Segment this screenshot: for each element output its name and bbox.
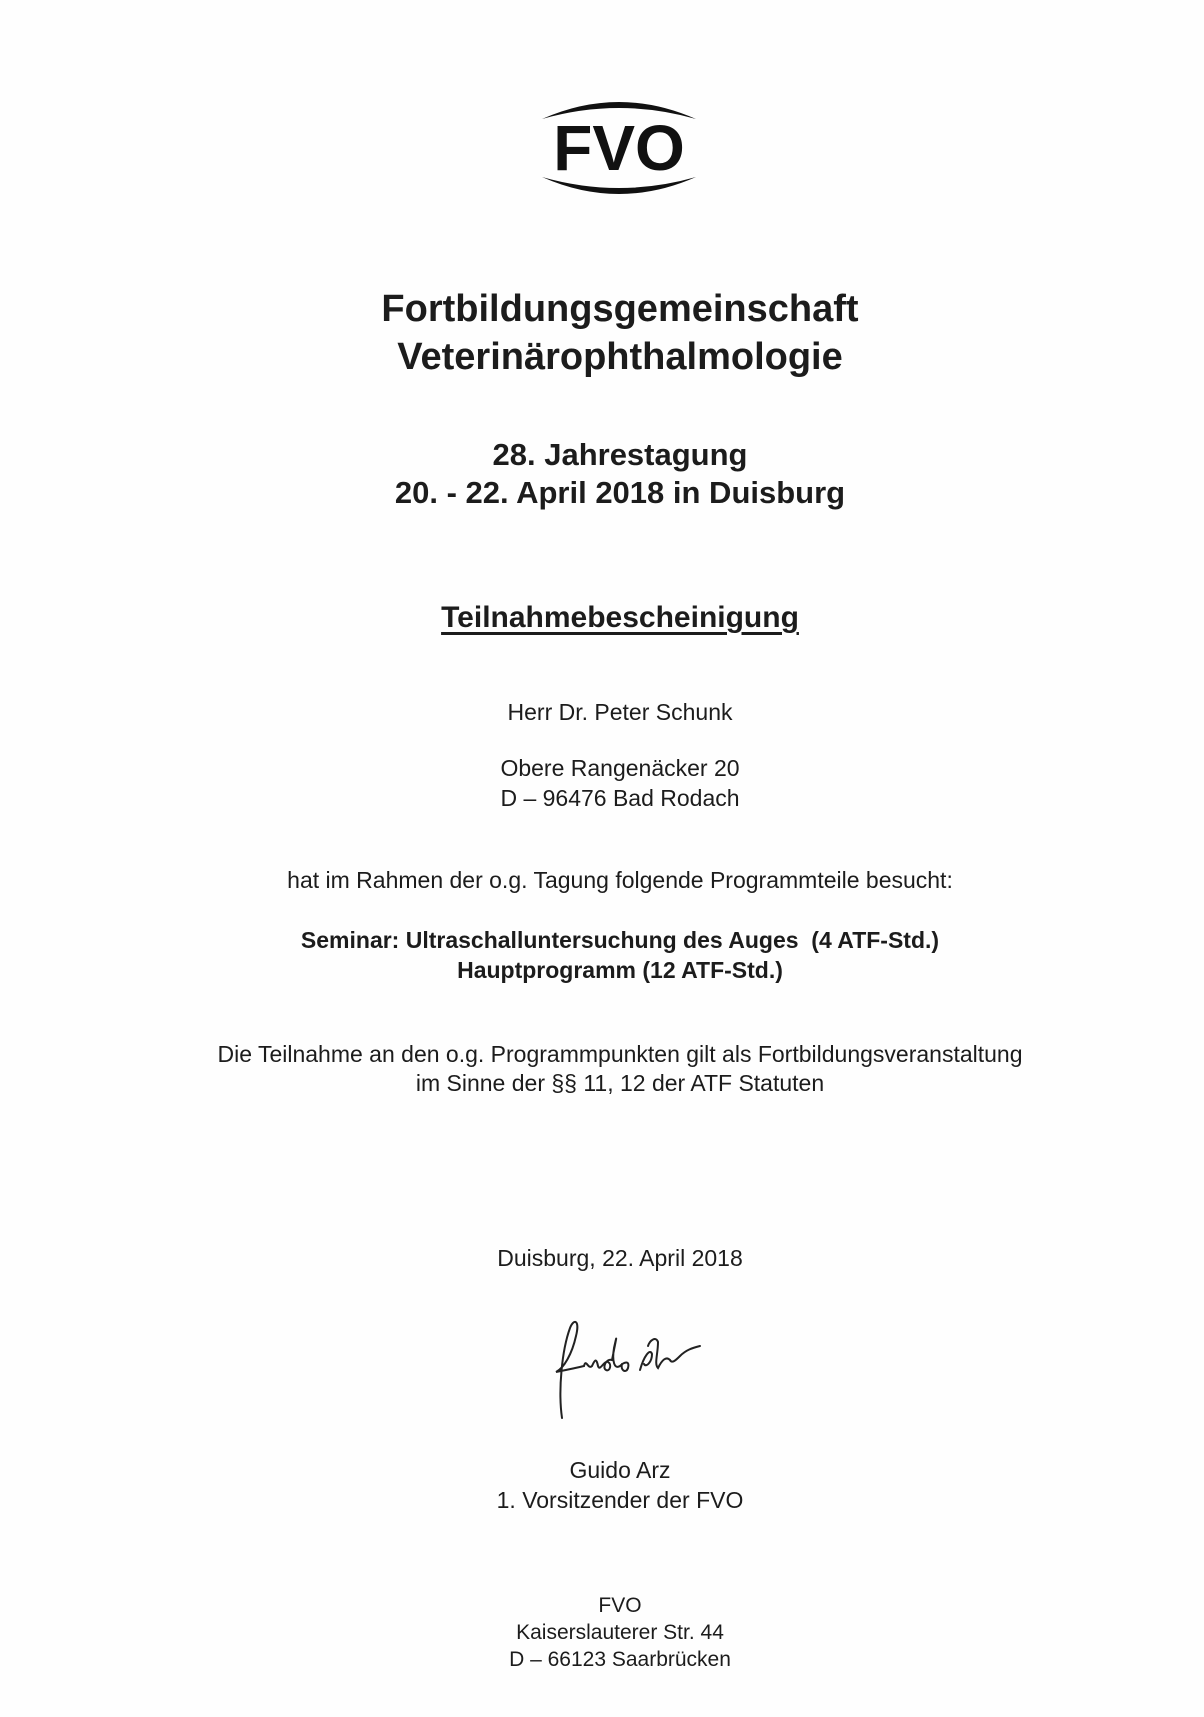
note-line-2: im Sinne der §§ 11, 12 der ATF Statuten bbox=[415, 1070, 825, 1096]
signature-graphic bbox=[540, 1310, 720, 1425]
organization-line-2: Veterinärophthalmologie bbox=[397, 336, 843, 378]
program-item: Seminar: Ultraschalluntersuchung des Auges (4 ATF-Std.) bbox=[300, 927, 940, 953]
fvo-logo-text: FVO bbox=[553, 112, 685, 184]
event-line-2: 20. - 22. April 2018 in Duisburg bbox=[394, 475, 846, 510]
program-item: Hauptprogramm (12 ATF-Std.) bbox=[457, 957, 783, 983]
program-list bbox=[0, 925, 1204, 985]
recipient-name: Herr Dr. Peter Schunk bbox=[507, 699, 733, 725]
fvo-logo-graphic bbox=[528, 93, 710, 203]
footer-address bbox=[0, 1592, 1204, 1673]
footer-street: Kaiserslauterer Str. 44 bbox=[516, 1621, 724, 1644]
signer-block bbox=[0, 1455, 1204, 1515]
event-heading bbox=[0, 436, 1204, 512]
event-line-1: 28. Jahrestagung bbox=[492, 437, 748, 472]
recipient-address bbox=[0, 753, 1204, 813]
intro-text: hat im Rahmen der o.g. Tagung folgende Programmteile besucht: bbox=[287, 867, 953, 893]
note-line-1: Die Teilnahme an den o.g. Programmpunkten gilt als Fortbildungsveranstaltung bbox=[217, 1041, 1023, 1067]
recipient-street: Obere Rangenäcker 20 bbox=[500, 755, 740, 781]
footer-org: FVO bbox=[598, 1594, 642, 1617]
handwritten-signature bbox=[540, 1310, 720, 1425]
signer-role: 1. Vorsitzender der FVO bbox=[496, 1487, 744, 1513]
organization-line-1: Fortbildungsgemeinschaft bbox=[381, 288, 859, 330]
signer-name: Guido Arz bbox=[569, 1457, 671, 1483]
accreditation-note bbox=[0, 1040, 1204, 1098]
footer-city: D – 66123 Saarbrücken bbox=[509, 1648, 731, 1671]
organization-name bbox=[0, 285, 1204, 381]
recipient-city: D – 96476 Bad Rodach bbox=[500, 785, 740, 811]
place-and-date: Duisburg, 22. April 2018 bbox=[497, 1245, 743, 1271]
fvo-logo bbox=[528, 93, 710, 203]
document-title: Teilnahmebescheinigung bbox=[441, 601, 799, 634]
